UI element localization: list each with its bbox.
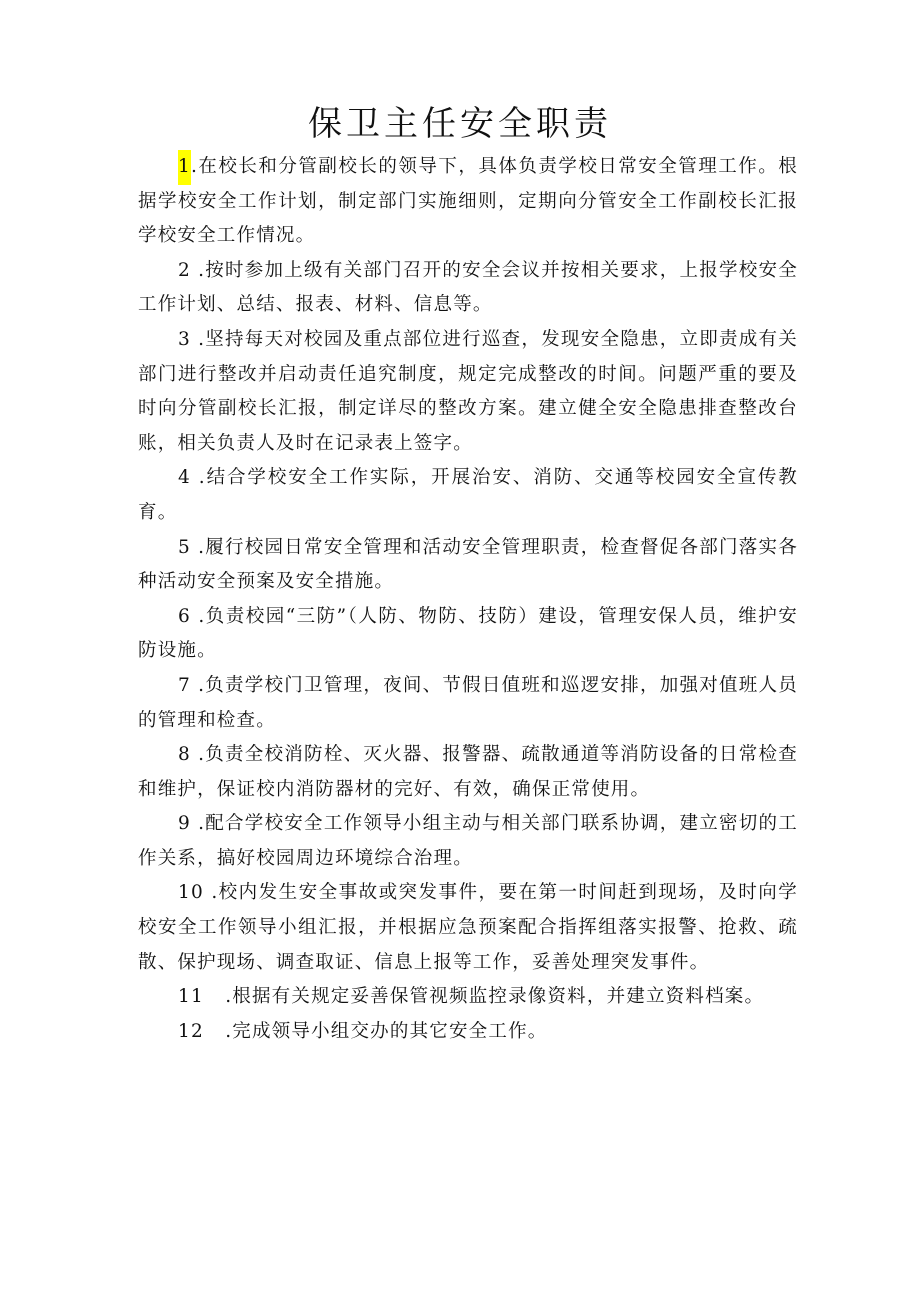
item-number: 2	[178, 259, 191, 281]
item-number: 10	[178, 882, 204, 904]
list-item	[138, 738, 798, 807]
item-number: 7	[178, 674, 191, 696]
list-item	[138, 980, 798, 1015]
item-number: 4	[178, 467, 191, 489]
list-item	[138, 150, 798, 254]
list-item	[138, 1015, 798, 1050]
list-item	[138, 461, 798, 530]
item-text: .负责全校消防栓、灭火器、报警器、疏散通道等消防设备的日常检查和维护，保证校内消防器材的完好、有效，确保正常使用。	[138, 744, 798, 800]
item-text: .履行校园日常安全管理和活动安全管理职责，检查督促各部门落实各种活动安全预案及安全措施。	[138, 536, 798, 593]
item-text: .结合学校安全工作实际，开展治安、消防、交通等校园安全宣传教育。	[138, 467, 798, 523]
item-number: 3	[178, 328, 191, 350]
item-text: .校内发生安全事故或突发事件，要在第一时间赶到现场，及时向学校安全工作领导小组汇报，并根据应急预案配合指挥组落实报警、抢救、疏散、保护现场、调查取证、信息上报等工作，妥善处理突发事件。	[138, 882, 798, 973]
item-number: 12	[178, 1020, 204, 1042]
item-number: 1	[178, 150, 191, 185]
item-number: 11	[178, 986, 204, 1008]
document-body	[138, 150, 798, 1049]
list-item	[138, 876, 798, 980]
item-text: .按时参加上级有关部门召开的安全会议并按相关要求，上报学校安全工作计划、总结、报表、材料、信息等。	[138, 259, 798, 316]
item-number: 9	[178, 813, 191, 835]
item-text: .负责学校门卫管理，夜间、节假日值班和巡逻安排，加强对值班人员的管理和检查。	[138, 674, 798, 731]
list-item	[138, 669, 798, 738]
list-item	[138, 254, 798, 323]
list-item	[138, 531, 798, 600]
list-item	[138, 807, 798, 876]
item-text: .完成领导小组交办的其它安全工作。	[203, 1020, 548, 1042]
item-number: 6	[178, 605, 191, 627]
item-text: .坚持每天对校园及重点部位进行巡查，发现安全隐患，立即责成有关部门进行整改并启动责任追究制度，规定完成整改的时间。问题严重的要及时向分管副校长汇报，制定详尽的整改方案。建立健全安全隐患排查整改台账，相关负责人及时在记录表上签字。	[138, 328, 798, 454]
item-number: 8	[178, 744, 191, 766]
item-text: .配合学校安全工作领导小组主动与相关部门联系协调，建立密切的工作关系，搞好校园周边环境综合治理。	[138, 813, 798, 869]
item-text: .负责校园“三防”（人防、物防、技防）建设，管理安保人员，维护安防设施。	[138, 605, 798, 662]
item-text: .在校长和分管副校长的领导下，具体负责学校日常安全管理工作。根据学校安全工作计划，制定部门实施细则，定期向分管安全工作副校长汇报学校安全工作情况。	[138, 156, 798, 247]
list-item	[138, 323, 798, 461]
list-item	[138, 600, 798, 669]
item-number: 5	[178, 536, 191, 558]
document-title: 保卫主任安全职责	[308, 104, 612, 144]
item-text: .根据有关规定妥善保管视频监控录像资料，并建立资料档案。	[203, 986, 765, 1008]
